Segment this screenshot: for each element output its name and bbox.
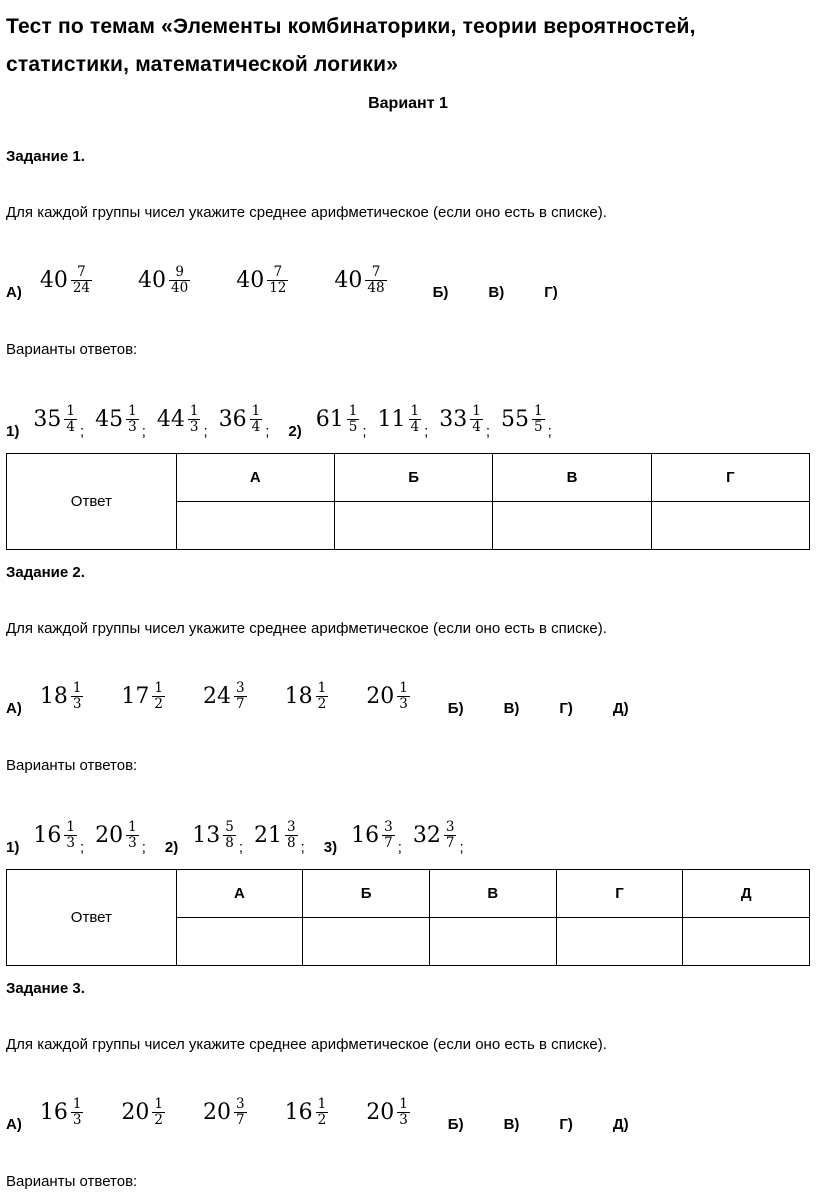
fraction-part: [250, 404, 263, 435]
fraction-part: [71, 1097, 84, 1128]
answer-group-label-2: 2): [164, 839, 179, 856]
fraction-numerator: 1: [66, 819, 75, 835]
task-3-prompt: Для каждой группы чисел укажите среднее арифметическое (если оно есть в списке).: [6, 1036, 607, 1053]
answer-blank-cell: [556, 918, 683, 966]
fraction-whole: 40: [39, 267, 68, 293]
option-label-a: А): [6, 284, 22, 301]
task-3-options-line: [6, 1080, 810, 1134]
mixed-fraction: [33, 404, 77, 435]
table-header-cell: В: [429, 870, 556, 918]
option-label-g: Г): [544, 284, 558, 301]
mixed-fraction: [121, 1097, 165, 1128]
document-title-line1: Тест по темам «Элементы комбинаторики, теории вероятностей,: [6, 15, 696, 38]
fraction-part: [532, 404, 545, 435]
table-header-cell: Б: [334, 454, 492, 502]
fraction-numerator: 1: [399, 1096, 408, 1112]
fraction-numerator: 3: [384, 819, 393, 835]
fraction-numerator: 1: [66, 403, 75, 419]
separator: ;: [141, 839, 146, 856]
task-1-answers-label: Варианты ответов:: [6, 341, 138, 358]
fraction-whole: 24: [203, 683, 232, 709]
task-3-heading: Задание 3.: [6, 980, 85, 997]
mixed-fraction: [501, 404, 545, 435]
option-label-v: В): [503, 700, 520, 717]
fraction-part: [267, 265, 288, 296]
fraction-numerator: 5: [225, 819, 234, 835]
fraction-denominator: 12: [269, 280, 287, 296]
fraction-numerator: 1: [128, 403, 137, 419]
option-label-v: В): [488, 284, 505, 301]
task-2-heading: Задание 2.: [6, 564, 85, 581]
fraction-part: [126, 820, 139, 851]
fraction-part: [234, 1097, 247, 1128]
separator: ;: [362, 423, 367, 440]
fraction-part: [409, 404, 422, 435]
option-label-a: А): [6, 700, 22, 717]
task-3-answers-label: Варианты ответов:: [6, 1173, 138, 1190]
fraction-numerator: 1: [154, 1096, 164, 1112]
fraction-numerator: 1: [534, 403, 543, 419]
fraction-part: [152, 681, 165, 712]
fraction-denominator: 3: [189, 419, 199, 435]
fraction-denominator: 48: [367, 280, 385, 296]
fraction-part: [444, 820, 457, 851]
answer-blank-cell: [429, 918, 556, 966]
fraction-denominator: 3: [72, 696, 82, 712]
fraction-denominator: 2: [154, 696, 164, 712]
fraction-part: [188, 404, 201, 435]
fraction-numerator: 3: [445, 819, 455, 835]
fraction-denominator: 4: [66, 419, 75, 435]
fraction-whole: 20: [366, 1099, 395, 1125]
fraction-numerator: 1: [348, 403, 358, 419]
separator: ;: [79, 839, 85, 856]
mixed-fraction: [157, 404, 201, 435]
fraction-denominator: 4: [472, 419, 481, 435]
table-header-cell: А: [176, 870, 303, 918]
fraction-denominator: 7: [384, 835, 393, 851]
table-header-cell: Г: [651, 454, 809, 502]
separator: ;: [300, 839, 305, 856]
mixed-fraction: [121, 681, 165, 712]
fraction-denominator: 3: [128, 835, 137, 851]
fraction-whole: 11: [377, 406, 406, 432]
answer-table-1: [6, 453, 810, 550]
fraction-whole: 20: [366, 683, 395, 709]
answer-blank-cell: [303, 918, 430, 966]
fraction-whole: 45: [95, 406, 124, 432]
mixed-fraction: [285, 681, 329, 712]
option-label-b: Б): [447, 1116, 464, 1133]
fraction-denominator: 3: [128, 419, 137, 435]
fraction-numerator: 3: [286, 819, 296, 835]
fraction-part: [382, 820, 395, 851]
fraction-denominator: 4: [410, 419, 420, 435]
answer-group-label-1: 1): [6, 839, 20, 856]
fraction-part: [316, 1097, 329, 1128]
mixed-fraction: [439, 404, 483, 435]
fraction-whole: 44: [156, 406, 185, 432]
task-1-options-line: [6, 248, 810, 302]
fraction-numerator: 7: [371, 264, 381, 280]
fraction-denominator: 40: [171, 280, 189, 296]
fraction-whole: 32: [412, 822, 441, 848]
answer-blank-cell: [683, 918, 810, 966]
fraction-numerator: 1: [317, 680, 327, 696]
document-title: [6, 8, 810, 84]
fraction-whole: 16: [351, 822, 380, 848]
fraction-denominator: 4: [251, 419, 261, 435]
fraction-part: [71, 265, 92, 296]
mixed-fraction: [334, 265, 386, 296]
mixed-fraction: [351, 820, 395, 851]
table-header-cell: Д: [683, 870, 810, 918]
fraction-denominator: 5: [534, 419, 543, 435]
fraction-numerator: 7: [273, 264, 283, 280]
table-header-cell: Г: [556, 870, 683, 918]
separator: ;: [265, 423, 270, 440]
task-2-answers-line: [6, 799, 810, 857]
fraction-whole: 40: [138, 267, 167, 293]
separator: ;: [141, 423, 146, 440]
fraction-numerator: 1: [72, 1096, 82, 1112]
fraction-part: [152, 1097, 165, 1128]
option-label-g: Г): [559, 700, 573, 717]
fraction-numerator: 1: [399, 680, 408, 696]
mixed-fraction: [366, 1097, 410, 1128]
task-1-prompt: Для каждой группы чисел укажите среднее арифметическое (если оно есть в списке).: [6, 204, 607, 221]
fraction-whole: 20: [121, 1099, 150, 1125]
answer-blank-cell: [334, 502, 492, 550]
fraction-numerator: 1: [472, 403, 481, 419]
fraction-whole: 33: [439, 406, 468, 432]
fraction-part: [470, 404, 483, 435]
fraction-denominator: 5: [348, 419, 358, 435]
mixed-fraction: [236, 265, 288, 296]
option-label-d: Д): [612, 700, 629, 717]
fraction-part: [397, 681, 410, 712]
mixed-fraction: [33, 820, 77, 851]
fraction-numerator: 1: [410, 403, 420, 419]
separator: ;: [79, 423, 85, 440]
fraction-numerator: 1: [154, 680, 164, 696]
separator: ;: [203, 423, 208, 440]
mixed-fraction: [95, 820, 139, 851]
mixed-fraction: [316, 404, 360, 435]
mixed-fraction: [40, 265, 92, 296]
separator: ;: [485, 423, 491, 440]
fraction-whole: 35: [33, 406, 62, 432]
task-1-answers-line: [6, 383, 810, 441]
fraction-whole: 17: [121, 683, 150, 709]
mixed-fraction: [203, 1097, 247, 1128]
fraction-numerator: 1: [72, 680, 82, 696]
fraction-denominator: 8: [225, 835, 234, 851]
fraction-denominator: 7: [445, 835, 455, 851]
mixed-fraction: [40, 1097, 84, 1128]
separator: ;: [547, 423, 552, 440]
task-2-options-line: [6, 664, 810, 718]
fraction-numerator: 9: [175, 264, 184, 280]
fraction-whole: 40: [236, 267, 265, 293]
fraction-denominator: 3: [399, 1112, 408, 1128]
fraction-part: [234, 681, 247, 712]
answer-blank-cell: [176, 918, 303, 966]
fraction-whole: 18: [39, 683, 68, 709]
fraction-denominator: 2: [317, 1112, 327, 1128]
task-2-answers-label: Варианты ответов:: [6, 757, 138, 774]
variant-label: Вариант 1: [368, 95, 448, 112]
fraction-numerator: 3: [236, 1096, 245, 1112]
fraction-denominator: 3: [72, 1112, 82, 1128]
table-header-cell: А: [176, 454, 334, 502]
answer-group-label-2: 2): [288, 423, 302, 440]
mixed-fraction: [366, 681, 410, 712]
answer-blank-cell: [651, 502, 809, 550]
fraction-part: [223, 820, 236, 851]
fraction-denominator: 2: [154, 1112, 164, 1128]
answer-table-corner: Ответ: [7, 870, 177, 966]
answer-blank-cell: [176, 502, 334, 550]
separator: ;: [459, 839, 464, 856]
fraction-denominator: 8: [286, 835, 296, 851]
fraction-numerator: 1: [189, 403, 199, 419]
separator: ;: [238, 839, 243, 856]
table-header-cell: В: [493, 454, 651, 502]
mixed-fraction: [285, 1097, 329, 1128]
fraction-part: [64, 820, 77, 851]
fraction-part: [64, 404, 77, 435]
separator: ;: [397, 839, 402, 856]
fraction-part: [347, 404, 360, 435]
fraction-denominator: 3: [66, 835, 75, 851]
fraction-part: [169, 265, 190, 296]
mixed-fraction: [192, 820, 236, 851]
option-label-b: Б): [447, 700, 464, 717]
mixed-fraction: [40, 681, 84, 712]
fraction-whole: 16: [284, 1099, 313, 1125]
fraction-part: [285, 820, 298, 851]
fraction-whole: 61: [315, 406, 344, 432]
option-label-b: Б): [432, 284, 449, 301]
mixed-fraction: [203, 681, 247, 712]
fraction-whole: 16: [39, 1099, 68, 1125]
table-header-cell: Б: [303, 870, 430, 918]
option-label-g: Г): [559, 1116, 573, 1133]
fraction-numerator: 1: [317, 1096, 327, 1112]
task-2-prompt: Для каждой группы чисел укажите среднее арифметическое (если оно есть в списке).: [6, 620, 607, 637]
option-label-d: Д): [612, 1116, 629, 1133]
mixed-fraction: [413, 820, 457, 851]
mixed-fraction: [254, 820, 298, 851]
mixed-fraction: [138, 265, 190, 296]
mixed-fraction: [95, 404, 139, 435]
fraction-whole: 16: [33, 822, 62, 848]
fraction-whole: 13: [192, 822, 221, 848]
document-title-line2: статистики, математической логики»: [6, 53, 399, 76]
fraction-part: [126, 404, 139, 435]
fraction-numerator: 3: [236, 680, 245, 696]
option-label-a: А): [6, 1116, 22, 1133]
fraction-denominator: 7: [236, 696, 245, 712]
fraction-whole: 18: [284, 683, 313, 709]
fraction-whole: 36: [218, 406, 247, 432]
fraction-denominator: 7: [236, 1112, 245, 1128]
option-label-v: В): [503, 1116, 520, 1133]
fraction-numerator: 1: [251, 403, 261, 419]
answer-group-label-3: 3): [323, 839, 338, 856]
fraction-whole: 21: [253, 822, 282, 848]
fraction-part: [397, 1097, 410, 1128]
answer-blank-cell: [493, 502, 651, 550]
fraction-denominator: 2: [317, 696, 327, 712]
fraction-whole: 20: [95, 822, 124, 848]
fraction-denominator: 24: [72, 280, 91, 296]
answer-table-corner: Ответ: [7, 454, 177, 550]
fraction-whole: 55: [501, 406, 530, 432]
fraction-whole: 20: [203, 1099, 232, 1125]
fraction-denominator: 3: [399, 696, 408, 712]
fraction-whole: 40: [334, 267, 363, 293]
fraction-numerator: 7: [77, 264, 86, 280]
fraction-part: [316, 681, 329, 712]
fraction-part: [365, 265, 386, 296]
fraction-part: [71, 681, 84, 712]
mixed-fraction: [378, 404, 422, 435]
mixed-fraction: [219, 404, 263, 435]
separator: ;: [424, 423, 429, 440]
answer-table-2: [6, 869, 810, 966]
task-1-heading: Задание 1.: [6, 148, 85, 165]
answer-group-label-1: 1): [6, 423, 20, 440]
fraction-numerator: 1: [128, 819, 137, 835]
